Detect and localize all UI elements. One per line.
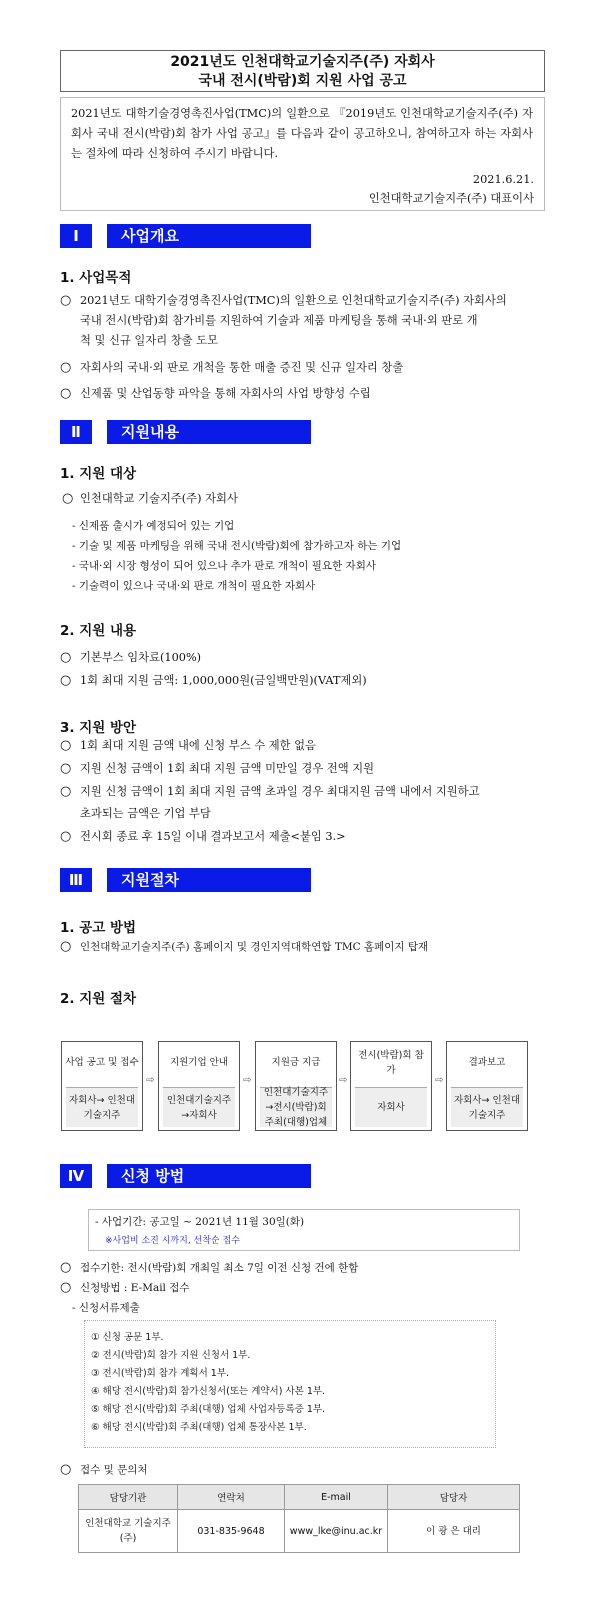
bullet-circle: ○ bbox=[60, 939, 72, 954]
purpose-item-1-line3: 척 및 신규 일자리 창출 도모 bbox=[80, 334, 218, 347]
bullet-circle: ○ bbox=[60, 673, 72, 688]
bullet-circle: ○ bbox=[60, 761, 72, 776]
notice-title-line1: 2021년도 인천대학교기술지주(주) 자회사 bbox=[170, 54, 435, 70]
flow-step-3-detail: 인천대기술지주 →전시(박람)회 주최(대행)업체 bbox=[260, 1087, 332, 1127]
doc-item-1: ① 신청 공문 1부. bbox=[91, 1332, 164, 1343]
flow-step-2-detail: 인천대기술지주 →자회사 bbox=[163, 1087, 235, 1127]
doc-item-4: ④ 해당 전시(박람)회 참가신청서(또는 계약서) 사본 1부. bbox=[91, 1386, 326, 1397]
doc-item-2: ② 전시(박람)회 참가 지원 신청서 1부. bbox=[91, 1350, 251, 1361]
method-item-2: 지원 신청 금액이 1회 최대 지원 금액 미만일 경우 전액 지원 bbox=[80, 762, 375, 775]
bullet-circle: ○ bbox=[60, 784, 72, 799]
contact-header-org: 담당기관 bbox=[79, 1485, 178, 1510]
target-sub-2: - 기술 및 제품 마케팅을 위해 국내 전시(박람)회에 참가하고자 하는 기업 bbox=[72, 540, 402, 552]
target-sub-3: - 국내·외 시장 형성이 되어 있으나 추가 판로 개척이 필요한 자회사 bbox=[72, 560, 376, 572]
content-item-2: 1회 최대 지원 금액: 1,000,000원(금일백만원)(VAT제외) bbox=[80, 674, 367, 687]
target-sub-1: - 신제품 출시가 예정되어 있는 기업 bbox=[72, 520, 235, 532]
target-heading: 1. 지원 대상 bbox=[60, 466, 137, 482]
purpose-item-2: 자회사의 국내·외 판로 개척을 통한 매출 증진 및 신규 일자리 창출 bbox=[80, 361, 404, 374]
section-4-title: 신청 방법 bbox=[107, 1164, 311, 1188]
apply-way: 신청방법 : E-Mail 접수 bbox=[80, 1282, 190, 1294]
flow-arrow-icon: ⇨ bbox=[243, 1075, 252, 1086]
bullet-circle: ○ bbox=[62, 491, 74, 506]
notice-title-box bbox=[60, 50, 545, 92]
flow-step-5 bbox=[446, 1041, 528, 1131]
bullet-circle: ○ bbox=[60, 829, 72, 844]
target-sub-4: - 기술력이 있으나 국내·외 판로 개척이 필요한 자회사 bbox=[72, 580, 316, 592]
flow-step-3-title: 지원금 지급 bbox=[271, 1057, 321, 1068]
flow-arrow-icon: ⇨ bbox=[339, 1075, 348, 1086]
contact-header-phone: 연락처 bbox=[178, 1485, 285, 1510]
bullet-circle: ○ bbox=[60, 360, 72, 375]
section-2-title: 지원내용 bbox=[107, 420, 311, 444]
contact-person: 이 광 은 대리 bbox=[388, 1510, 520, 1553]
purpose-item-1-line1: 2021년도 대학기술경영촉진사업(TMC)의 일환으로 인천대학교기술지주(주) 자회사의 bbox=[80, 294, 507, 307]
target-main: 인천대학교 기술지주(주) 자회사 bbox=[80, 492, 238, 505]
method-heading: 3. 지원 방안 bbox=[60, 720, 137, 736]
flow-step-2 bbox=[158, 1041, 240, 1131]
section-2-number: Ⅱ bbox=[60, 420, 92, 444]
section-1-title: 사업개요 bbox=[107, 224, 311, 248]
purpose-item-3: 신제품 및 산업동향 파악을 통해 자회사의 사업 방향성 수립 bbox=[80, 387, 371, 400]
doc-item-6: ⑥ 해당 전시(박람)회 주최(대행) 업체 통장사본 1부. bbox=[91, 1422, 307, 1433]
apply-docs-label: - 신청서류제출 bbox=[72, 1302, 140, 1314]
purpose-item-1-line2: 국내 전시(박람)회 참가비를 지원하여 기술과 제품 마케팅을 통해 국내·외 판로 개 bbox=[80, 314, 478, 327]
intro-text: 2021년도 대학기술경영촉진사업(TMC)의 일환으로 『2019년도 인천대학교기술지주(주) 자회사 국내 전시(박람)회 참가 사업 공고』를 다음과 같이 공고하오니, 참여하고자 하는 자회사는 절차에 따라 신청하여 주시기 바랍니다. bbox=[71, 107, 533, 160]
flow-step-5-title: 결과보고 bbox=[468, 1057, 506, 1068]
docs-list-box bbox=[84, 1320, 496, 1448]
flow-step-2-title: 지원기업 안내 bbox=[169, 1057, 229, 1068]
flow-arrow-icon: ⇨ bbox=[435, 1075, 444, 1086]
doc-item-3: ③ 전시(박람)회 참가 계획서 1부. bbox=[91, 1368, 230, 1379]
flow-step-4-title: 전시(박람)회 참가 bbox=[358, 1049, 424, 1076]
section-1-number: Ⅰ bbox=[60, 224, 92, 248]
contact-table bbox=[78, 1484, 520, 1553]
contact-header-person: 담당자 bbox=[388, 1485, 520, 1510]
intro-date: 2021.6.21. bbox=[472, 173, 534, 186]
flow-step-1-detail: 자회사→ 인천대기술지주 bbox=[66, 1087, 138, 1127]
notice-method-heading: 1. 공고 방법 bbox=[60, 920, 137, 936]
section-3-number: Ⅲ bbox=[60, 868, 92, 892]
table-row bbox=[79, 1510, 520, 1553]
bullet-circle: ○ bbox=[60, 738, 72, 753]
method-item-3-line2: 초과되는 금액은 기업 부담 bbox=[80, 807, 211, 820]
contact-email[interactable]: www_lke@inu.ac.kr bbox=[285, 1510, 388, 1553]
notice-method-item: 인천대학교기술지주(주) 홈페이지 및 경인지역대학연합 TMC 홈페이지 탑재 bbox=[80, 941, 429, 953]
method-item-4: 전시회 종료 후 15일 이내 결과보고서 제출<붙임 3.> bbox=[80, 830, 346, 843]
bullet-circle: ○ bbox=[60, 293, 72, 308]
bullet-circle: ○ bbox=[60, 1260, 72, 1275]
flow-step-1-title: 사업 공고 및 접수 bbox=[65, 1057, 139, 1068]
flow-step-3 bbox=[255, 1041, 337, 1131]
period-text: - 사업기간: 공고일 ~ 2021년 11월 30일(화) bbox=[95, 1216, 305, 1228]
bullet-circle: ○ bbox=[60, 1280, 72, 1295]
bullet-circle: ○ bbox=[60, 650, 72, 665]
bullet-circle: ○ bbox=[60, 1462, 72, 1477]
doc-item-5: ⑤ 해당 전시(박람)회 주최(대행) 업체 사업자등록증 1부. bbox=[91, 1404, 326, 1415]
bullet-circle: ○ bbox=[60, 386, 72, 401]
procedure-heading: 2. 지원 절차 bbox=[60, 991, 137, 1007]
intro-box bbox=[60, 97, 545, 211]
method-item-1: 1회 최대 지원 금액 내에 신청 부스 수 제한 없음 bbox=[80, 739, 316, 752]
section-4-number: Ⅳ bbox=[60, 1164, 92, 1188]
flow-step-5-detail: 자회사→ 인천대기술지주 bbox=[451, 1087, 523, 1127]
flow-step-4 bbox=[350, 1041, 432, 1131]
purpose-heading: 1. 사업목적 bbox=[60, 270, 132, 286]
flow-step-4-detail: 자회사 bbox=[355, 1087, 427, 1127]
contact-header-email: E-mail bbox=[285, 1485, 388, 1510]
flow-step-1 bbox=[61, 1041, 143, 1131]
section-3-title: 지원절차 bbox=[107, 868, 311, 892]
contact-phone: 031-835-9648 bbox=[178, 1510, 285, 1553]
content-item-1: 기본부스 임차료(100%) bbox=[80, 651, 202, 664]
contact-header-row bbox=[79, 1485, 520, 1510]
contact-label: 접수 및 문의처 bbox=[80, 1464, 148, 1476]
content-heading: 2. 지원 내용 bbox=[60, 623, 137, 639]
period-note: ※사업비 소진 시까지, 선착순 접수 bbox=[105, 1236, 240, 1246]
period-box bbox=[88, 1209, 520, 1251]
method-item-3-line1: 지원 신청 금액이 1회 최대 지원 금액 초과일 경우 최대지원 금액 내에서 지원하고 bbox=[80, 785, 480, 798]
flow-arrow-icon: ⇨ bbox=[146, 1075, 155, 1086]
intro-signature: 인천대학교기술지주(주) 대표이사 bbox=[368, 192, 534, 205]
notice-title-line2: 국내 전시(박람)회 지원 사업 공고 bbox=[198, 73, 407, 89]
contact-org: 인천대학교 기술지주(주) bbox=[79, 1510, 178, 1553]
apply-deadline: 접수기한: 전시(박람)회 개최일 최소 7일 이전 신청 건에 한함 bbox=[80, 1262, 359, 1274]
